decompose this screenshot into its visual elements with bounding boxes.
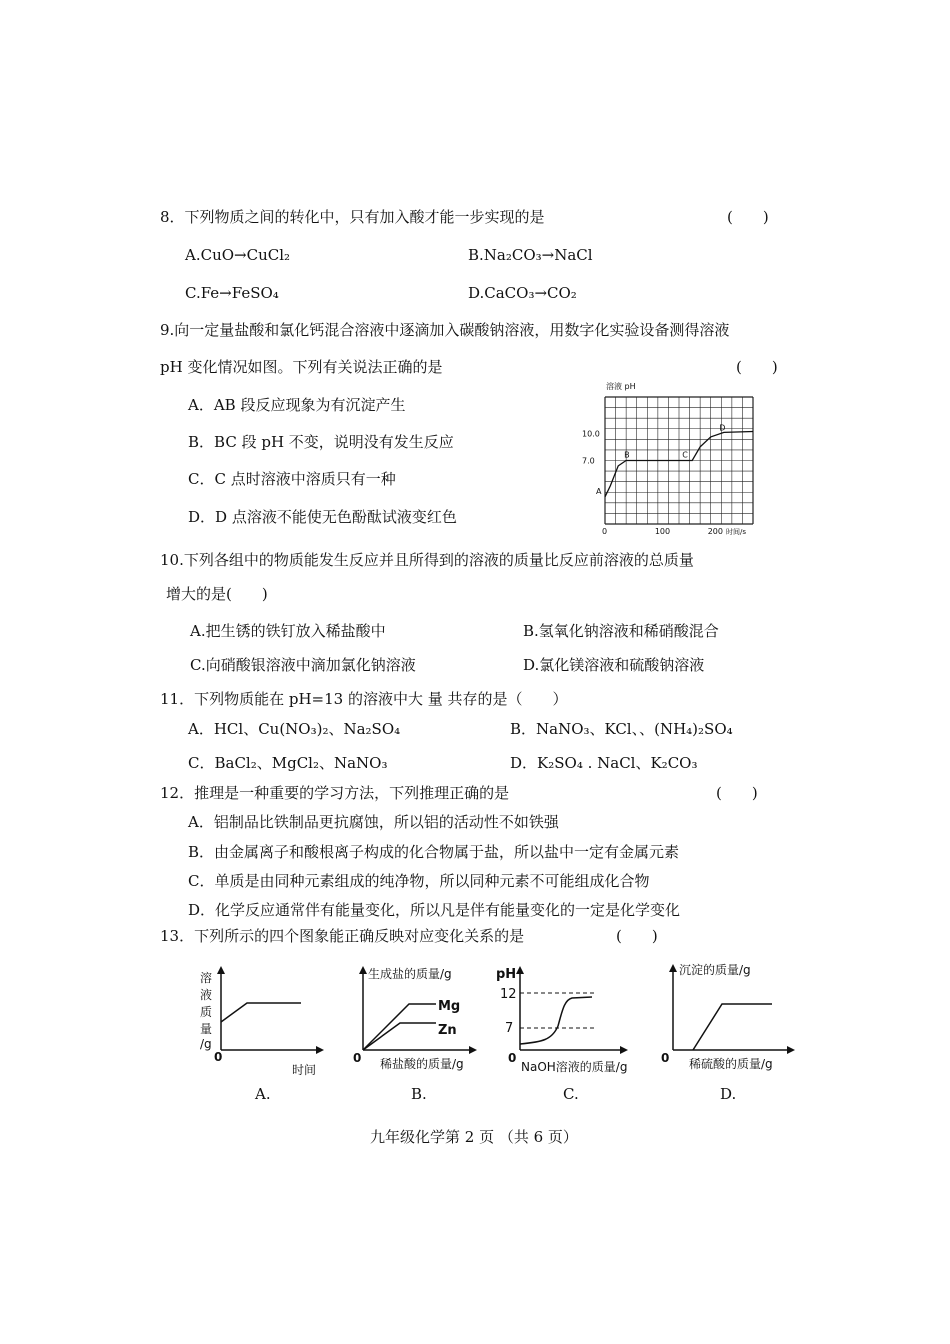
point-label-b: B [624,450,630,460]
q11-stem: 11．下列物质能在 pH=13 的溶液中大 量 共存的是（ ） [160,690,568,708]
q13-graph-c [494,962,644,1080]
graph-a-x-arrow [316,1046,324,1054]
q8-option-c: C.Fe→FeSO₄ [185,284,279,302]
point-label-c: C [682,450,688,460]
q12-stem: 12．推理是一种重要的学习方法，下列推理正确的是 [160,784,510,802]
graph-d-y-arrow [669,964,677,972]
graph-b-zn-line [363,1023,436,1050]
q8-option-d: D.CaCO₃→CO₂ [468,284,577,302]
q12-option-b: B．由金属离子和酸根离子构成的化合物属于盐，所以盐中一定有金属元素 [188,843,680,861]
graph-a-origin: 0 [214,1050,223,1064]
point-label-d: D [719,423,726,433]
q9-option-b: B．BC 段 pH 不变，说明没有发生反应 [188,433,454,451]
q11-option-a: A．HCl、Cu(NO₃)₂、Na₂SO₄ [188,720,401,738]
q8-stem: 8．下列物质之间的转化中，只有加入酸才能一步实现的是 [160,208,545,226]
y-tick-label: 7.0 [582,456,595,466]
graph-b-ylabel: 生成盐的质量/g [368,967,452,981]
graph-c-tick-12: 12 [500,987,517,1002]
q11-option-d: D．K₂SO₄ . NaCl、K₂CO₃ [510,754,698,772]
x-tick-label: 0 [602,527,608,536]
q13-graph-a [195,962,330,1080]
ph-chart [580,378,770,540]
graph-d-x-arrow [787,1046,795,1054]
q13-graph-d [656,958,801,1080]
q10-option-b: B.氢氧化钠溶液和稀硝酸混合 [523,622,719,640]
q13-caption-b: B. [411,1085,427,1103]
chart-xlabel: 时间/s [726,528,747,536]
graph-d-origin: 0 [661,1051,670,1065]
graph-d-ylabel: 沉淀的质量/g [679,963,751,977]
point-label-a: A [596,486,602,496]
q10-option-c: C.向硝酸银溶液中滴加氯化钠溶液 [190,656,416,674]
x-tick-label: 100 [654,527,671,536]
q11-option-c: C．BaCl₂、MgCl₂、NaNO₃ [188,754,388,772]
graph-b-x-arrow [469,1046,477,1054]
graph-b-xlabel: 稀盐酸的质量/g [380,1057,464,1071]
graph-b-y-arrow [359,966,367,974]
q9-answer-paren: ( ) [736,358,778,376]
graph-a-ylabel-1: 溶 [200,971,213,985]
x-tick-label: 200 [707,527,723,536]
q9-option-a: A．AB 段反应现象为有沉淀产生 [188,396,406,414]
graph-c-origin: 0 [508,1051,517,1065]
graph-d-line [693,1004,772,1050]
graph-b-mg-line [363,1004,436,1050]
q13-stem: 13．下列所示的四个图象能正确反映对应变化关系的是 [160,927,525,945]
graph-a-ylabel-2: 液 [200,988,213,1002]
q13-caption-a: A. [255,1085,271,1103]
graph-d-xlabel: 稀硫酸的质量/g [689,1057,773,1071]
graph-a-ylabel-3: 质 [200,1005,213,1019]
graph-a-y-arrow [217,966,225,974]
q12-option-d: D．化学反应通常伴有能量变化，所以凡是伴有能量变化的一定是化学变化 [188,901,681,919]
graph-a-line [221,1003,301,1022]
graph-c-curve [520,997,592,1044]
graph-c-ylabel: pH [496,967,517,982]
q8-option-a: A.CuO→CuCl₂ [185,246,291,264]
q10-stem-line1: 10.下列各组中的物质能发生反应并且所得到的溶液的质量比反应前溶液的总质量 [160,551,694,569]
q8-option-b: B.Na₂CO₃→NaCl [468,246,593,264]
graph-c-x-arrow [620,1046,628,1054]
graph-c-y-arrow [516,966,524,974]
q13-graph-b [348,962,483,1080]
q12-option-a: A．铝制品比铁制品更抗腐蚀，所以铝的活动性不如铁强 [188,813,559,831]
q10-stem-line2: 增大的是( ) [166,585,268,603]
graph-a-xlabel: 时间 [292,1063,317,1077]
q9-option-c: C．C 点时溶液中溶质只有一种 [188,470,396,488]
graph-b-mg-label: Mg [438,999,461,1014]
q9-option-d: D．D 点溶液不能使无色酚酞试液变红色 [188,508,457,526]
q13-answer-paren: ( ) [616,927,658,945]
q12-option-c: C．单质是由同种元素组成的纯净物，所以同种元素不可能组成化合物 [188,872,650,890]
graph-a-ylabel-4: 量 [200,1022,213,1036]
y-tick-label: 10.0 [582,429,600,439]
page-footer: 九年级化学第 2 页 （共 6 页） [370,1128,578,1146]
graph-b-origin: 0 [353,1051,362,1065]
q9-stem-line2: pH 变化情况如图。下列有关说法正确的是 [160,358,443,376]
graph-c-xlabel: NaOH溶液的质量/g [521,1060,628,1074]
q13-caption-d: D. [720,1085,737,1103]
graph-c-tick-7: 7 [505,1021,514,1036]
q13-caption-c: C. [563,1085,579,1103]
q8-answer-paren: ( ) [727,208,769,226]
chart-title: 溶液 pH [606,382,636,391]
q12-answer-paren: ( ) [716,784,758,802]
q11-option-b: B．NaNO₃、KCl、、(NH₄)₂SO₄ [510,720,733,738]
q10-option-d: D.氯化镁溶液和硫酸钠溶液 [523,656,705,674]
q10-option-a: A.把生锈的铁钉放入稀盐酸中 [190,622,386,640]
graph-a-ylabel-5: /g [200,1037,212,1051]
graph-b-zn-label: Zn [438,1023,457,1038]
q9-stem-line1: 9.向一定量盐酸和氯化钙混合溶液中逐滴加入碳酸钠溶液，用数字化实验设备测得溶液 [160,321,730,339]
